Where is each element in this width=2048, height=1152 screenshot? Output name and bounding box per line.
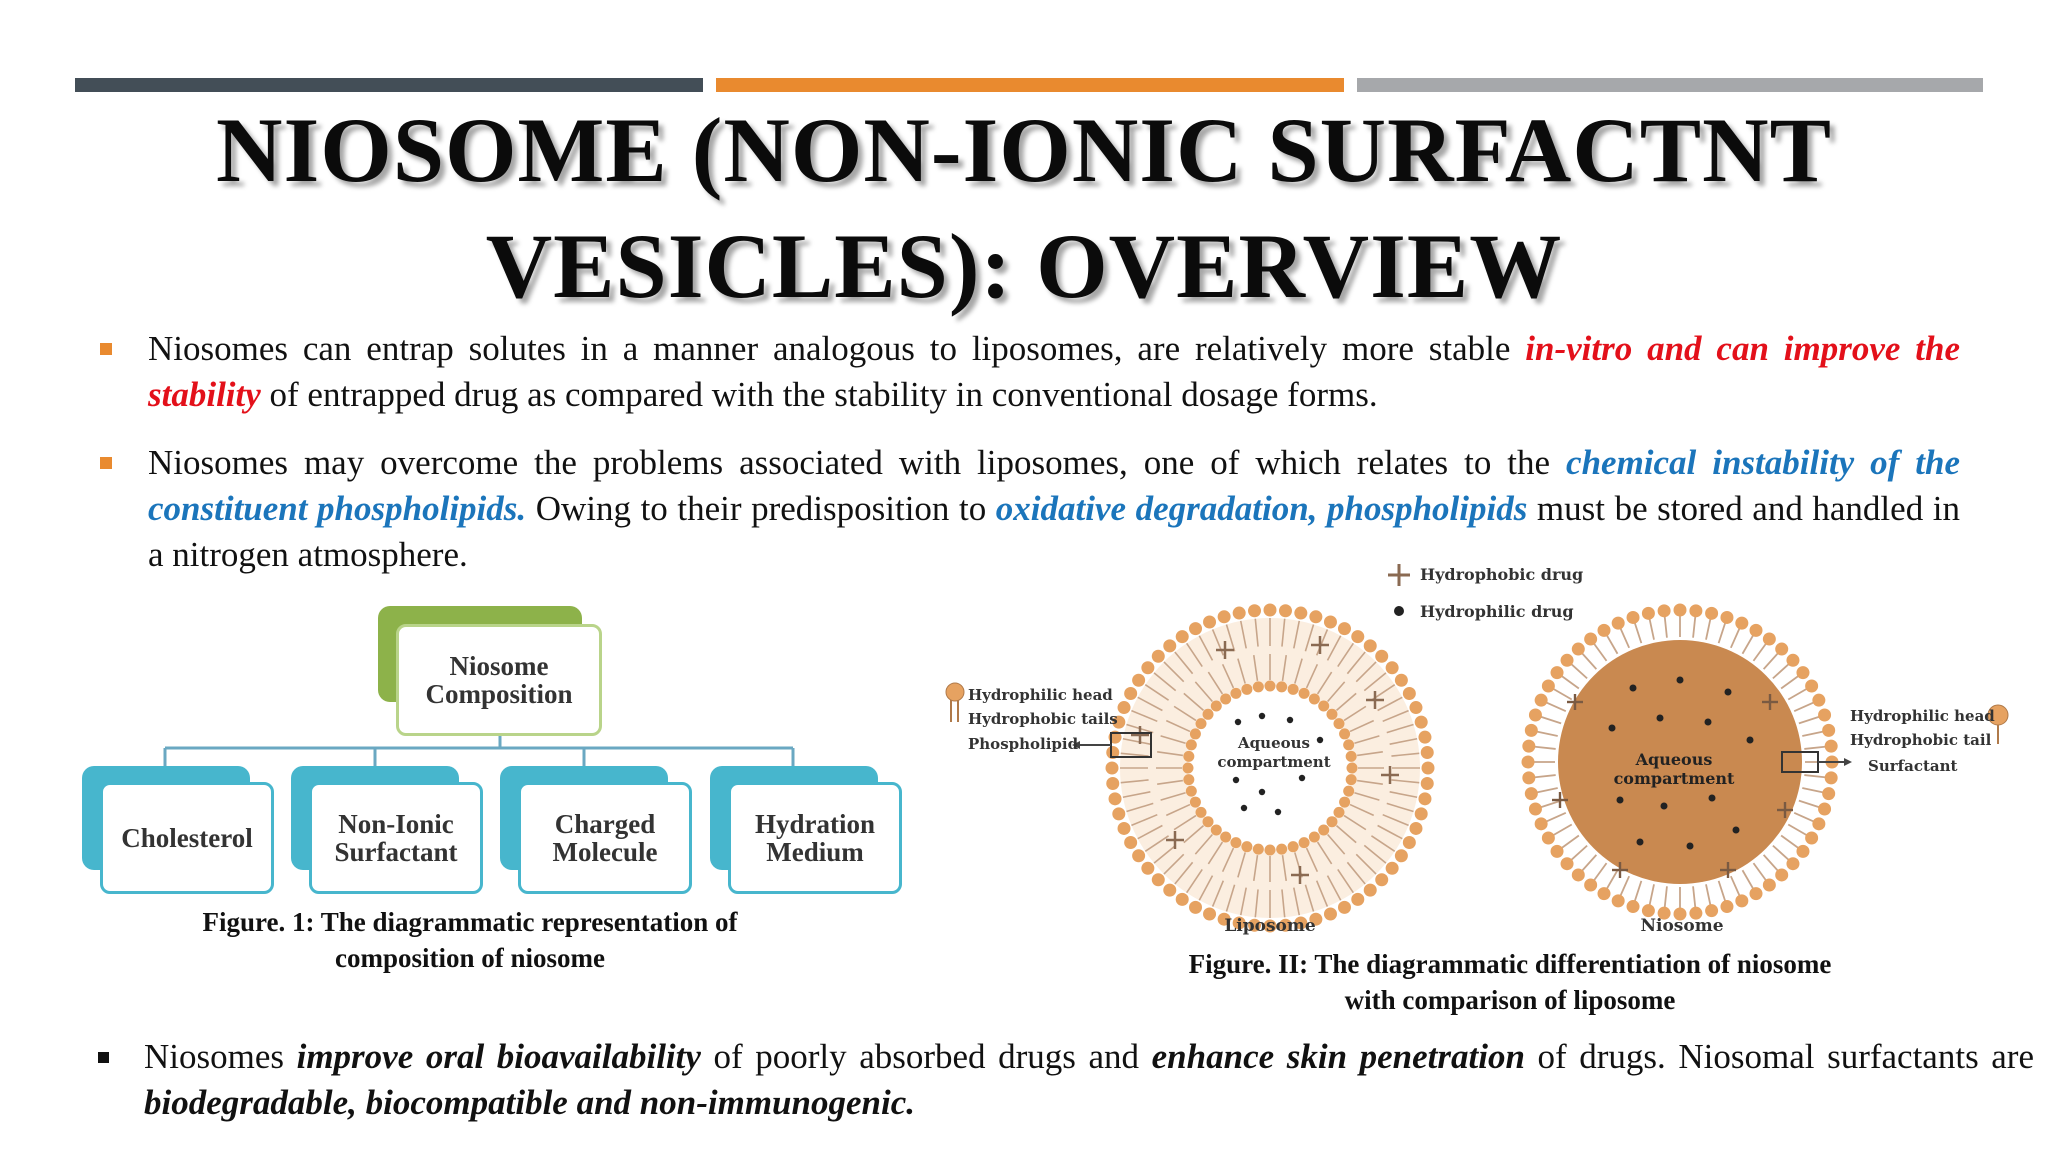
hydrophilic-drug-icon [1394,606,1404,616]
child-4-line1: Hydration [754,809,875,839]
root-line1: Niosome [449,651,549,681]
hydrophobic-drug-icon [1388,564,1410,586]
nio-core-label: Aqueous compartment [1613,750,1735,788]
child-3-line1: Charged [554,809,656,839]
lipo-tails-label: Hydrophobic tails [968,710,1118,728]
bullet-2-highlight-b: oxidative degradation, phospholipids [995,489,1528,528]
nio-surfactant-label: Surfactant [1868,757,1958,775]
lipo-core-line2: compartment [1217,753,1331,771]
child-3-line2: Molecule [552,837,658,867]
bullet-square-icon [98,1052,109,1063]
nio-head-label: Hydrophilic head [1850,707,1995,725]
child-2-line1: Non-Ionic [338,809,454,839]
bullet-3-text-b: of poorly absorbed drugs and [700,1037,1152,1076]
figure-1-caption-line2: composition of niosome [335,943,605,973]
bullet-3-emphasis-b: enhance skin penetration [1151,1037,1525,1076]
root-line2: Composition [425,679,573,709]
lipo-phospholipid-label: Phospholipid [968,735,1079,753]
bullet-1-text-b: of entrapped drug as compared with the stability in conventional dosage forms. [260,375,1378,414]
bullet-1-highlight: in-vitro and can improve the stability [148,329,1961,414]
niosome-label: Niosome [1640,916,1724,936]
bullet-2-highlight-a: chemical instability of the constituent phospholipids. [148,443,1961,528]
bullet-3-emphasis-a: improve oral bioavailability [296,1037,701,1076]
bullet-3-emphasis-c: biodegradable, biocompatible and non-immunogenic. [144,1083,915,1122]
slide-title-line1: NIOSOME (NON-IONIC SURFACTNT [216,99,1832,201]
lipo-core-label [1212,734,1336,772]
bullet-2-text-b: Owing to their predisposition to [526,489,996,528]
liposome-label: Liposome [1224,916,1316,936]
figure-2-caption [1100,946,1920,1018]
bullet-3 [144,1034,2034,1126]
bullet-3-text-c: of drugs. Niosomal surfactants are [1524,1037,2034,1076]
figure-2-caption-line2: with comparison of liposome [1344,985,1676,1015]
lipo-core-line1: Aqueous [1238,734,1310,752]
legend-hydrophilic-label: Hydrophilic drug [1420,602,1574,621]
bullet-1-text-a: Niosomes can entrap solutes in a manner analogous to liposomes, are relatively more stable [148,329,1526,368]
nio-tail-label: Hydrophobic tail [1850,731,1992,749]
slide-title-line2: VESICLES): OVERVIEW [485,215,1563,317]
child-1-line1: Cholesterol [121,823,253,853]
figure-1-caption-line1: Figure. 1: The diagrammatic representation of [202,907,738,937]
child-4-line2: Medium [766,837,864,867]
bullet-3-text-a: Niosomes [144,1037,297,1076]
bullet-2-text-a: Niosomes may overcome the problems associated with liposomes, one of which relates to the [148,443,1567,482]
figure-2-caption-line1: Figure. II: The diagrammatic differentiation of niosome [1188,949,1832,979]
phospholipid-icon [946,683,964,722]
legend-hydrophobic-label: Hydrophobic drug [1420,565,1584,584]
lipo-head-label: Hydrophilic head [968,686,1113,704]
bullet-2-text-c: must be stored and handled in a nitrogen atmosphere. [148,489,1960,574]
child-2-line2: Surfactant [334,837,458,867]
